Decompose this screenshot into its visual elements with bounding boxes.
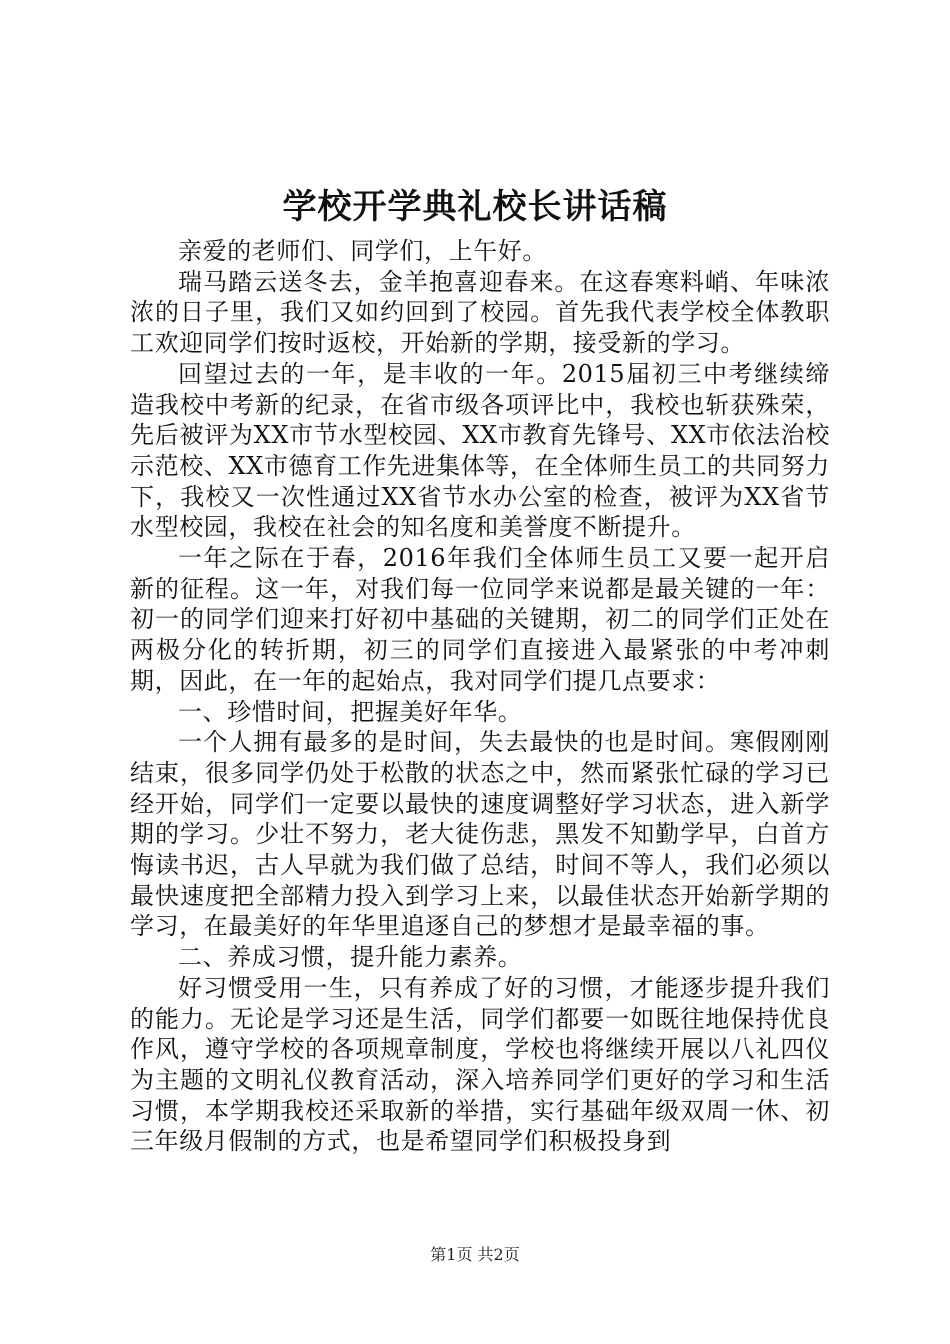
section-heading-1: 一、珍惜时间，把握美好年华。	[178, 697, 523, 726]
document-body	[130, 236, 830, 1157]
paragraph-new-year: 一年之际在于春，2016年我们全体师生员工又要一起开启新的征程。这一年，对我们每一位同学来说都是最关键的一年：初一的同学们迎来打好初中基础的关键期，初二的同学们正处在两极分化的转折期，初三的同学们直接进入最紧张的中考冲刺期，因此，在一年的起始点，我对同学们提几点要求：	[130, 544, 830, 695]
paragraph-review: 回望过去的一年，是丰收的一年。2015届初三中考继续缔造我校中考新的纪录，在省市级各项评比中，我校也斩获殊荣，先后被评为XX市节水型校园、XX市教育先锋号、XX市依法治校示范校、XX市德育工作先进集体等，在全体师生员工的共同努力下，我校又一次性通过XX省节水办公室的检查，被评为XX省节水型校园，我校在社会的知名度和美誉度不断提升。	[130, 359, 830, 542]
paragraph-greeting: 亲爱的老师们、同学们，上午好。	[178, 237, 547, 265]
paragraph-habits: 好习惯受用一生，只有养成了好的习惯，才能逐步提升我们的能力。无论是学习还是生活，同学们都要一如既往地保持优良作风，遵守学校的各项规章制度，学校也将继续开展以八礼四仪为主题的文明礼仪教育活动，深入培养同学们更好的学习和生活习惯，本学期我校还采取新的举措，实行基础年级双周一休、初三年级月假制的方式，也是希望同学们积极投身到	[130, 973, 830, 1156]
paragraph-time: 一个人拥有最多的是时间，失去最快的也是时间。寒假刚刚结束，很多同学仍处于松散的状态之中，然而紧张忙碌的学习已经开始，同学们一定要以最快的速度调整好学习状态，进入新学期的学习。少壮不努力，老大徒伤悲，黑发不知勤学早，白首方悔读书迟，古人早就为我们做了总结，时间不等人，我们必须以最快速度把全部精力投入到学习上来，以最佳状态开始新学期的学习，在最美好的年华里追逐自己的梦想才是最幸福的事。	[130, 728, 830, 941]
paragraph-welcome: 瑞马踏云送冬去，金羊抱喜迎春来。在这春寒料峭、年味浓浓的日子里，我们又如约回到了校园。首先我代表学校全体教职工欢迎同学们按时返校，开始新的学期，接受新的学习。	[130, 267, 830, 358]
page-footer: 第1页 共2页	[430, 1245, 520, 1264]
section-heading-2: 二、养成习惯，提升能力素养。	[178, 943, 523, 972]
document-title: 学校开学典礼校长讲话稿	[282, 187, 668, 227]
